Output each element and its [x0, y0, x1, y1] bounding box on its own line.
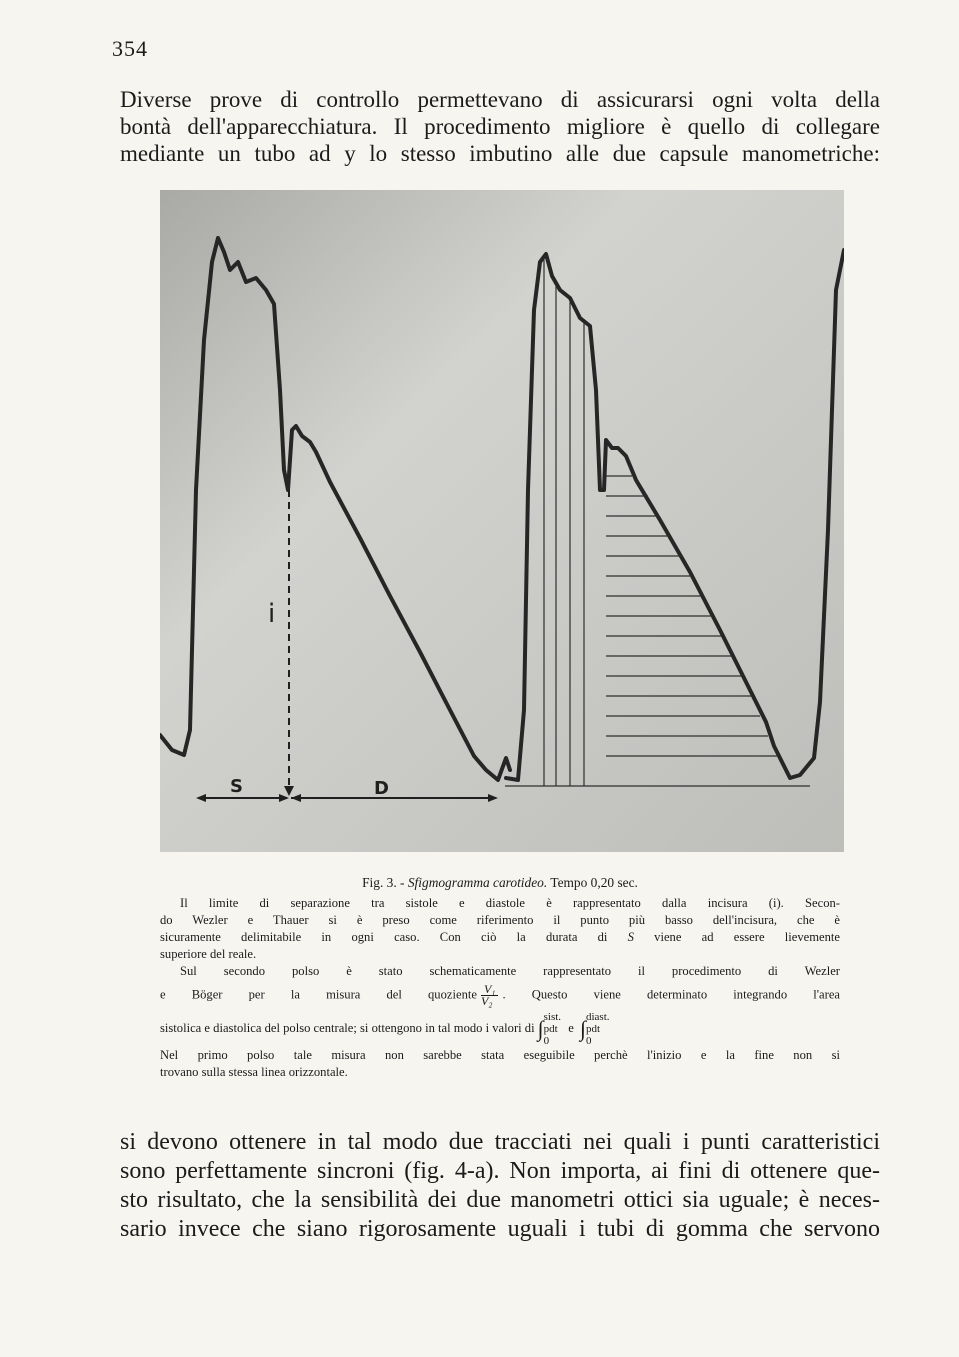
caption-line: Sul secondo polso è stato schematicamente rappresentato il procedimento di Wezler	[180, 964, 840, 978]
integral-sign: ∫	[579, 1016, 586, 1041]
figure-number: Fig. 3.	[362, 875, 397, 890]
intro-paragraph	[120, 86, 880, 167]
caption-line: do Wezler e Thauer si è preso come riferimento il punto più basso dell'incisura, che è	[160, 913, 840, 927]
fraction-numerator: V₁	[481, 984, 499, 996]
closing-paragraph	[120, 1128, 880, 1244]
integral-lower-limit: 0	[585, 1035, 592, 1047]
closing-line: sario invece che siano rigorosamente uguali i tubi di gomma che servono	[120, 1216, 880, 1242]
photo-background	[160, 190, 844, 852]
figure-caption	[160, 874, 840, 1081]
caption-text: viene ad essere lievemente	[633, 930, 841, 944]
systole-label: S	[230, 776, 243, 797]
caption-text: e Böger per la misura del quoziente	[160, 987, 477, 1002]
page-number: 354	[112, 36, 148, 61]
intro-line: bontà dell'apparecchiatura. Il procedimento migliore è quello di collegare	[120, 114, 880, 139]
caption-dash: -	[396, 875, 408, 890]
closing-line: sono perfettamente sincroni (fig. 4-a). Non importa, ai fini di ottenere que-	[120, 1158, 880, 1184]
caption-line	[160, 984, 840, 1007]
intro-line: mediante un tubo ad y lo stesso imbutino alle due capsule manometriche:	[120, 141, 880, 166]
variable-s: S	[627, 930, 634, 944]
figure-label	[160, 874, 840, 891]
integral-sign: ∫	[537, 1016, 544, 1041]
caption-line: superiore del reale.	[160, 947, 257, 961]
integral-body: pdt	[585, 1023, 601, 1035]
integral-lower-limit: 0	[543, 1035, 550, 1047]
closing-line: si devono ottenere in tal modo due tracciati nei quali i punti caratteristici	[120, 1129, 880, 1155]
integral-diastolic	[586, 1011, 610, 1047]
integral-upper-limit: diast.	[585, 1011, 610, 1023]
caption-text: e	[565, 1020, 577, 1035]
integral-systolic	[544, 1011, 561, 1047]
figure-title: Sfigmogramma carotideo.	[407, 875, 548, 890]
integral-body: pdt	[543, 1023, 558, 1035]
closing-line: sto risultato, che la sensibilità dei due manometri ottici sia uguale; è neces-	[120, 1187, 880, 1213]
caption-line: Nel primo polso tale misura non sarebbe stata eseguibile perchè l'inizio e la fine non si	[160, 1048, 840, 1062]
diastole-label: D	[374, 778, 389, 799]
integral-upper-limit: sist.	[543, 1011, 562, 1023]
caption-text: . Questo viene determinato integrando l'area	[502, 987, 840, 1002]
fraction-denominator: V₂	[480, 994, 493, 1008]
caption-line	[160, 1011, 840, 1047]
caption-line	[160, 929, 840, 946]
caption-text: sicuramente delimitabile in ogni caso. Con ciò la durata di	[160, 930, 628, 944]
caption-text: sistolica e diastolica del polso centrale; si ottengono in tal modo i valori di	[160, 1020, 535, 1035]
caption-line: Il limite di separazione tra sistole e diastole è rappresentato dalla incisura (i). Secon-	[180, 896, 840, 910]
quotient-fraction	[481, 984, 499, 1007]
sphygmogram-photo	[160, 190, 844, 852]
intro-line: Diverse prove di controllo permettevano di assicurarsi ogni volta della	[120, 87, 880, 112]
caption-line: trovano sulla stessa linea orizzontale.	[160, 1065, 348, 1079]
time-note: Tempo 0,20 sec.	[547, 875, 638, 890]
incisura-label: i	[268, 599, 276, 629]
